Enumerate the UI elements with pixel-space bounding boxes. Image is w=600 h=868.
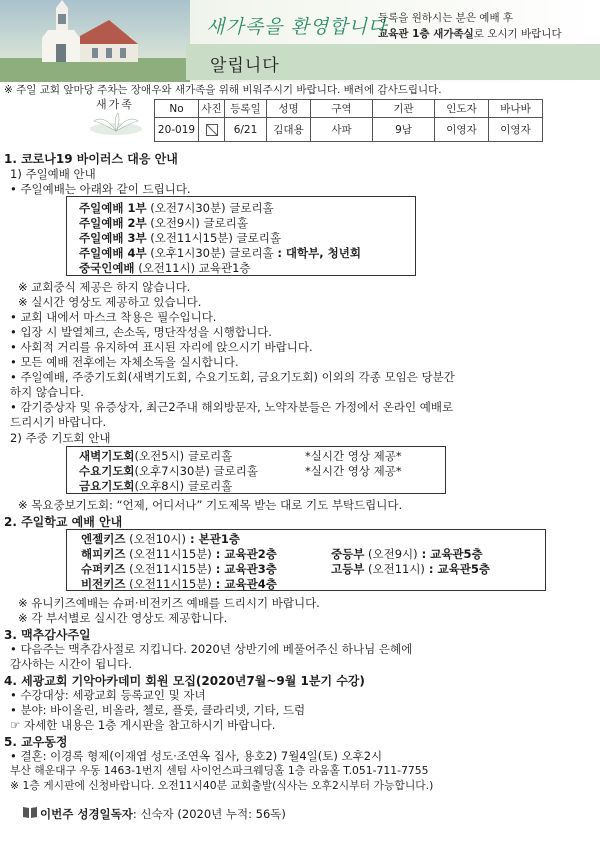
school-right-0-time: (오전9시) <box>364 547 418 561</box>
sec1-note-1: ※ 실시간 영상도 제공하고 있습니다. <box>18 295 202 309</box>
sec4-line-1: • 분야: 바이올린, 비올라, 첼로, 플룻, 클라리넷, 기타, 드럼 <box>10 703 306 717</box>
service-4-time: (오후1시30분) 글로리홀 <box>146 246 278 260</box>
col-group: 기관 <box>373 100 435 118</box>
service-4-extra: : 대학부, 청년회 <box>277 246 361 260</box>
cell-district: 사파 <box>311 118 373 142</box>
sec4-line-2: ☞ 자세한 내용은 1층 게시판을 참고하시기 바랍니다. <box>10 718 276 732</box>
bible-reader-value: : 신숙자 (2020년 누적: 56독) <box>132 807 286 821</box>
prayer-2 <box>79 463 258 479</box>
service-2 <box>79 215 248 231</box>
sec1-note-0: ※ 교회중식 제공은 하지 않습니다. <box>18 280 191 294</box>
sec1-note-9: 드리시기 바랍니다. <box>10 415 107 429</box>
school-right-1 <box>331 561 490 577</box>
school-right-0-name: 중등부 <box>331 547 365 561</box>
photo-placeholder-icon <box>206 124 218 136</box>
service-3-name: 주일예배 3부 <box>79 231 147 245</box>
col-name: 성명 <box>267 100 311 118</box>
sec5-title: 5. 교우동정 <box>4 735 68 749</box>
sec1-bullet1: • 주일예배는 아래와 같이 드립니다. <box>10 182 191 196</box>
col-date: 등록일 <box>225 100 267 118</box>
sec1-sub1: 1) 주일예배 안내 <box>10 167 96 181</box>
school-right-1-place: : 교육관5층 <box>424 562 490 576</box>
sec2-title: 2. 주일학교 예배 안내 <box>4 515 123 529</box>
school-left-2 <box>81 561 277 577</box>
prayer-box <box>66 446 446 494</box>
service-4 <box>79 245 361 261</box>
sec1-note-3: • 입장 시 발열체크, 손소독, 명단작성을 시행합니다. <box>10 325 272 339</box>
service-3-time: (오전11시15분) 글로리홀 <box>146 231 281 245</box>
school-right-0-place: : 교육관5층 <box>417 547 483 561</box>
prayer-1-extra: *실시간 영상 제공* <box>305 449 402 463</box>
sec3-line-0: • 다음주는 맥추감사절로 지킵니다. 2020년 상반기에 베풀어주신 하나님 은혜에 <box>10 642 413 656</box>
registration-info <box>378 10 598 42</box>
sec4-line-0: • 수강대상: 세광교회 등록교인 및 자녀 <box>10 688 206 702</box>
prayer-3-time: (오후8시) 글로리홀 <box>134 479 233 493</box>
sunday-school-box <box>66 529 546 591</box>
sec3-title: 3. 맥추감사주일 <box>4 628 91 642</box>
service-4-name: 주일예배 4부 <box>79 246 147 260</box>
bible-reader-line <box>40 806 286 822</box>
school-left-2-time: (오전11시15분) <box>125 562 212 576</box>
school-left-2-name: 슈퍼키즈 <box>81 562 126 576</box>
col-guide: 인도자 <box>435 100 489 118</box>
school-left-0-name: 엔젤키즈 <box>81 532 126 546</box>
sec1-note-4: • 사회적 거리를 유지하여 표시된 자리에 앉으시기 바랍니다. <box>10 340 313 354</box>
prayer-2-name: 수요기도회 <box>79 464 135 478</box>
school-left-1-time: (오전11시15분) <box>125 547 212 561</box>
school-left-0-time: (오전10시) <box>125 532 187 546</box>
welcome-slogan: 새가족을 환영합니다 <box>206 16 388 38</box>
cell-group: 9남 <box>373 118 435 142</box>
service-box <box>66 196 416 276</box>
sec1-note-5: • 모든 예배 전후에는 자체소독을 실시합니다. <box>10 355 239 369</box>
cell-barnabas: 이영자 <box>489 118 543 142</box>
school-left-3-time: (오전11시15분) <box>125 577 212 591</box>
prayer-note: ※ 목요중보기도회: “언제, 어디서나” 기도제목 받는 대로 기도 부탁드립니다. <box>18 498 403 512</box>
service-2-time: (오전9시) 글로리홀 <box>146 216 248 230</box>
sec5-line-1: 부산 해운대구 우동 1463-1번지 센텀 사이언스파크웨딩홀 1층 라움홀 T.051-711-7755 <box>10 764 429 777</box>
registration-line-1: 등록을 원하시는 분은 예배 후 <box>378 12 514 24</box>
school-right-1-name: 고등부 <box>331 562 365 576</box>
sec2-note-0: ※ 유니키즈예배는 슈퍼·비전키즈 예배를 드리시기 바랍니다. <box>18 596 320 610</box>
service-2-name: 주일예배 2부 <box>79 216 147 230</box>
school-left-1-place: : 교육관2층 <box>211 547 277 561</box>
school-left-1 <box>81 546 277 562</box>
sec5-line-0: • 결혼: 이경록 형제(이재엽 성도·조연옥 집사, 용호2) 7월4일(토) 오후2시 <box>10 749 383 763</box>
col-photo: 사진 <box>199 100 225 118</box>
service-3 <box>79 230 281 246</box>
col-barnabas: 바나바 <box>489 100 543 118</box>
prayer-3-name: 금요기도회 <box>79 479 135 493</box>
sec3-line-1: 감사하는 시간이 됩니다. <box>10 657 133 671</box>
sec2-note-1: ※ 각 부서별로 실시간 영상도 제공합니다. <box>18 611 228 625</box>
service-1 <box>79 200 274 216</box>
school-right-0 <box>331 546 483 562</box>
header-banner <box>0 0 600 82</box>
notice-title: 알립니다 <box>210 56 280 76</box>
service-1-time: (오전7시30분) 글로리홀 <box>146 201 274 215</box>
lily-icon <box>86 111 146 137</box>
new-family-table <box>154 99 543 142</box>
cell-name: 김대용 <box>267 118 311 142</box>
school-left-3-name: 비전키즈 <box>81 577 126 591</box>
school-left-1-name: 해피키즈 <box>81 547 126 561</box>
service-5-name: 중국인예배 <box>79 261 135 275</box>
cell-guide: 이영자 <box>435 118 489 142</box>
cell-no: 20-019 <box>155 118 199 142</box>
school-left-0 <box>81 531 240 547</box>
sec5-line-2: ※ 1층 게시판에 신청바랍니다. 오전11시40분 교회출발(식사는 오후2시부터 가능합니다.) <box>10 779 434 792</box>
new-family-label: 새가족 <box>96 98 134 111</box>
prayer-1-name: 새벽기도회 <box>79 449 135 463</box>
table-header-row <box>155 100 543 118</box>
service-5 <box>79 260 251 276</box>
cell-photo <box>199 118 225 142</box>
prayer-2-extra: *실시간 영상 제공* <box>305 464 402 478</box>
sec1-note-6: • 주일예배, 주중기도회(새벽기도회, 수요기도회, 금요기도회) 이외의 각종 모임은 당분간 <box>10 370 455 384</box>
cell-date: 6/21 <box>225 118 267 142</box>
school-left-3 <box>81 576 277 592</box>
service-1-name: 주일예배 1부 <box>79 201 147 215</box>
prayer-2-time: (오후7시30분) 글로리홀 <box>134 464 258 478</box>
church-illustration <box>0 0 190 82</box>
sec4-title: 4. 세광교회 기악아카데미 회원 모집(2020년7월~9월 1분기 수강) <box>4 674 365 688</box>
bible-reader-label: 이번주 성경일독자 <box>40 807 133 821</box>
book-icon <box>22 805 38 819</box>
prayer-1-time: (오전5시) 글로리홀 <box>134 449 233 463</box>
school-left-0-place: : 본관1층 <box>186 532 240 546</box>
sec1-note-7: 하지 않습니다. <box>10 385 84 399</box>
school-left-2-place: : 교육관3층 <box>211 562 277 576</box>
registration-line-2 <box>378 26 598 42</box>
table-row <box>155 118 543 142</box>
sec1-sub2: 2) 주중 기도회 안내 <box>10 431 111 445</box>
prayer-1 <box>79 448 232 464</box>
sec1-title: 1. 코로나19 바이러스 대응 안내 <box>4 152 178 166</box>
service-5-time: (오전11시) 교육관1층 <box>134 261 251 275</box>
prayer-3 <box>79 478 232 494</box>
sec1-note-2: • 교회 내에서 마스크 착용은 필수입니다. <box>10 310 217 324</box>
school-right-1-time: (오전11시) <box>364 562 425 576</box>
sec1-note-8: • 감기증상자 및 유증상자, 최근2주내 해외방문자, 노약자분들은 가정에서 온라인 예배로 <box>10 400 454 414</box>
col-district: 구역 <box>311 100 373 118</box>
registration-rest: 로 오시기 바랍니다 <box>473 28 562 40</box>
registration-place: 교육관 1층 새가족실 <box>378 28 474 40</box>
school-left-3-place: : 교육관4층 <box>211 577 277 591</box>
parking-note: ※ 주일 교회 앞마당 주차는 장애우와 새가족을 위해 비워주시기 바랍니다. 배려에 감사드립니다. <box>4 84 442 96</box>
col-no: No <box>155 100 199 118</box>
